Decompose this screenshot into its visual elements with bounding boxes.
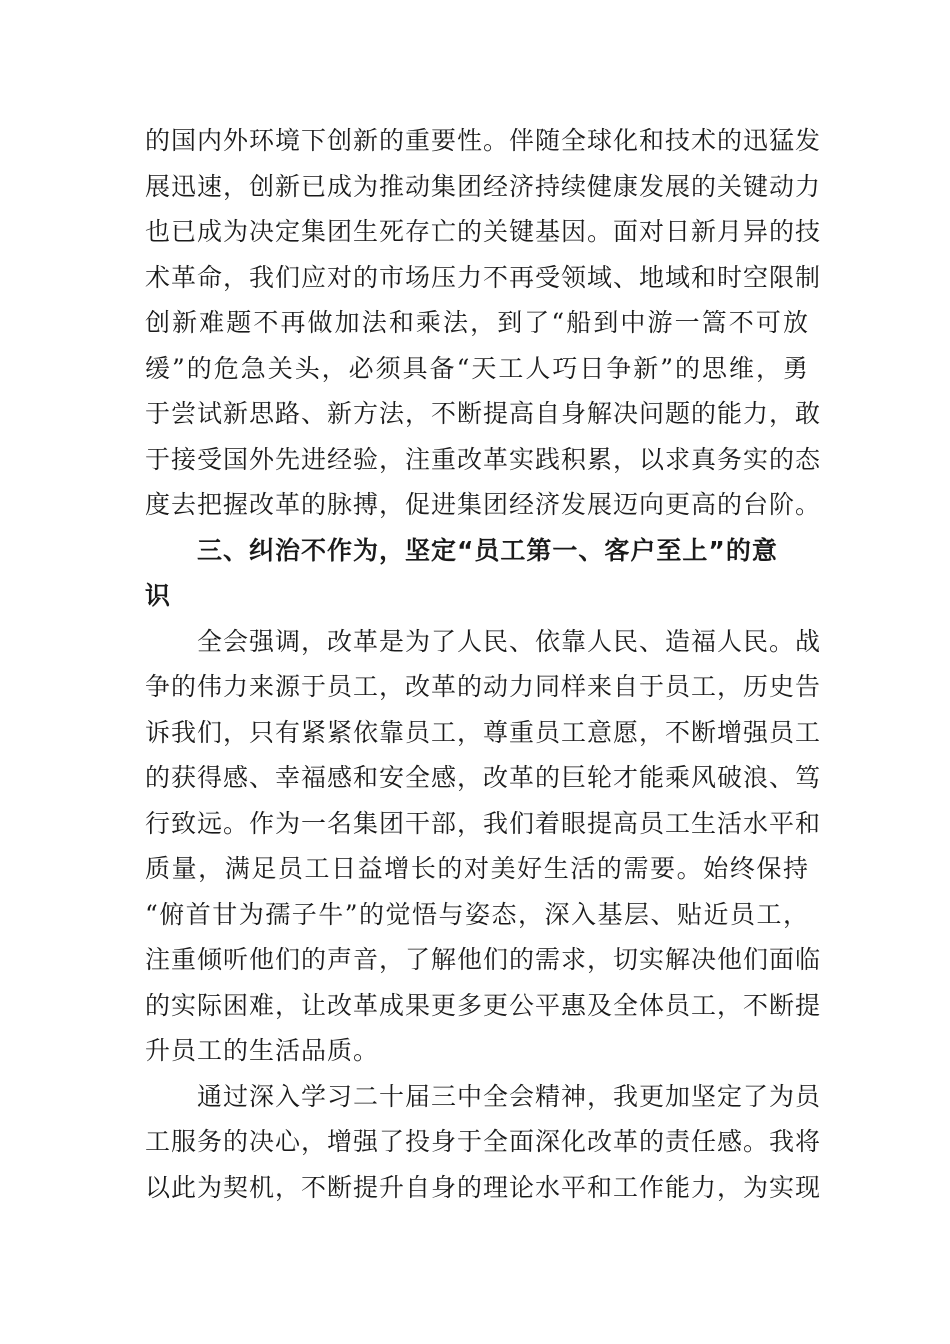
text-line: 缓”的危急关头，必须具备“天工人巧日争新”的思维，勇 — [145, 353, 809, 383]
text-line: 也已成为决定集团生死存亡的关键基因。面对日新月异的技 — [145, 217, 822, 246]
text-line: 工服务的决心，增强了投身于全面深化改革的责任感。我将 — [145, 1127, 822, 1156]
text-line: 质量，满足员工日益增长的对美好生活的需要。始终保持 — [145, 854, 809, 883]
text-line: 的国内外环境下创新的重要性。伴随全球化和技术的迅猛发 — [145, 126, 822, 155]
paragraph-conclusion — [145, 1074, 822, 1211]
text-line: 诉我们，只有紧紧依靠员工，尊重员工意愿，不断增强员工 — [145, 717, 822, 747]
text-line: 以此为契机，不断提升自身的理论水平和工作能力，为实现 — [145, 1172, 822, 1202]
text-line: “俯首甘为孺子牛”的觉悟与姿态，深入基层、贴近员工， — [145, 899, 809, 929]
document-body — [145, 118, 822, 1210]
text-line: 于接受国外先进经验，注重改革实践积累，以求真务实的态 — [145, 444, 822, 474]
text-line: 行致远。作为一名集团干部，我们着眼提高员工生活水平和 — [145, 808, 822, 838]
text-line: 术革命，我们应对的市场压力不再受领域、地域和时空限制 — [145, 262, 822, 292]
text-line: 创新难题不再做加法和乘法，到了“船到中游一篙不可放 — [145, 308, 809, 337]
paragraph-innovation — [145, 118, 822, 528]
text-line: 通过深入学习二十届三中全会精神，我更加坚定了为员 — [197, 1081, 822, 1111]
text-line: 于尝试新思路、新方法，不断提高自身解决问题的能力，敢 — [145, 399, 822, 428]
heading-line: 识 — [145, 581, 172, 610]
text-line: 注重倾听他们的声音，了解他们的需求，切实解决他们面临 — [145, 945, 822, 974]
text-line: 升员工的生活品质。 — [145, 1036, 380, 1065]
text-line: 展迅速，创新已成为推动集团经济持续健康发展的关键动力 — [145, 171, 822, 201]
text-line: 的实际困难，让改革成果更多更公平惠及全体员工，不断提 — [145, 990, 822, 1020]
paragraph-reform-people — [145, 619, 822, 1074]
heading-line: 三、纠治不作为，坚定“员工第一、客户至上”的意 — [197, 535, 778, 565]
text-line: 度去把握改革的脉搏，促进集团经济发展迈向更高的台阶。 — [145, 490, 822, 519]
text-line: 全会强调，改革是为了人民、依靠人民、造福人民。战 — [197, 626, 822, 656]
section-heading — [145, 528, 809, 619]
text-line: 争的伟力来源于员工，改革的动力同样来自于员工，历史告 — [145, 672, 822, 701]
text-line: 的获得感、幸福感和安全感，改革的巨轮才能乘风破浪、笃 — [145, 763, 822, 792]
